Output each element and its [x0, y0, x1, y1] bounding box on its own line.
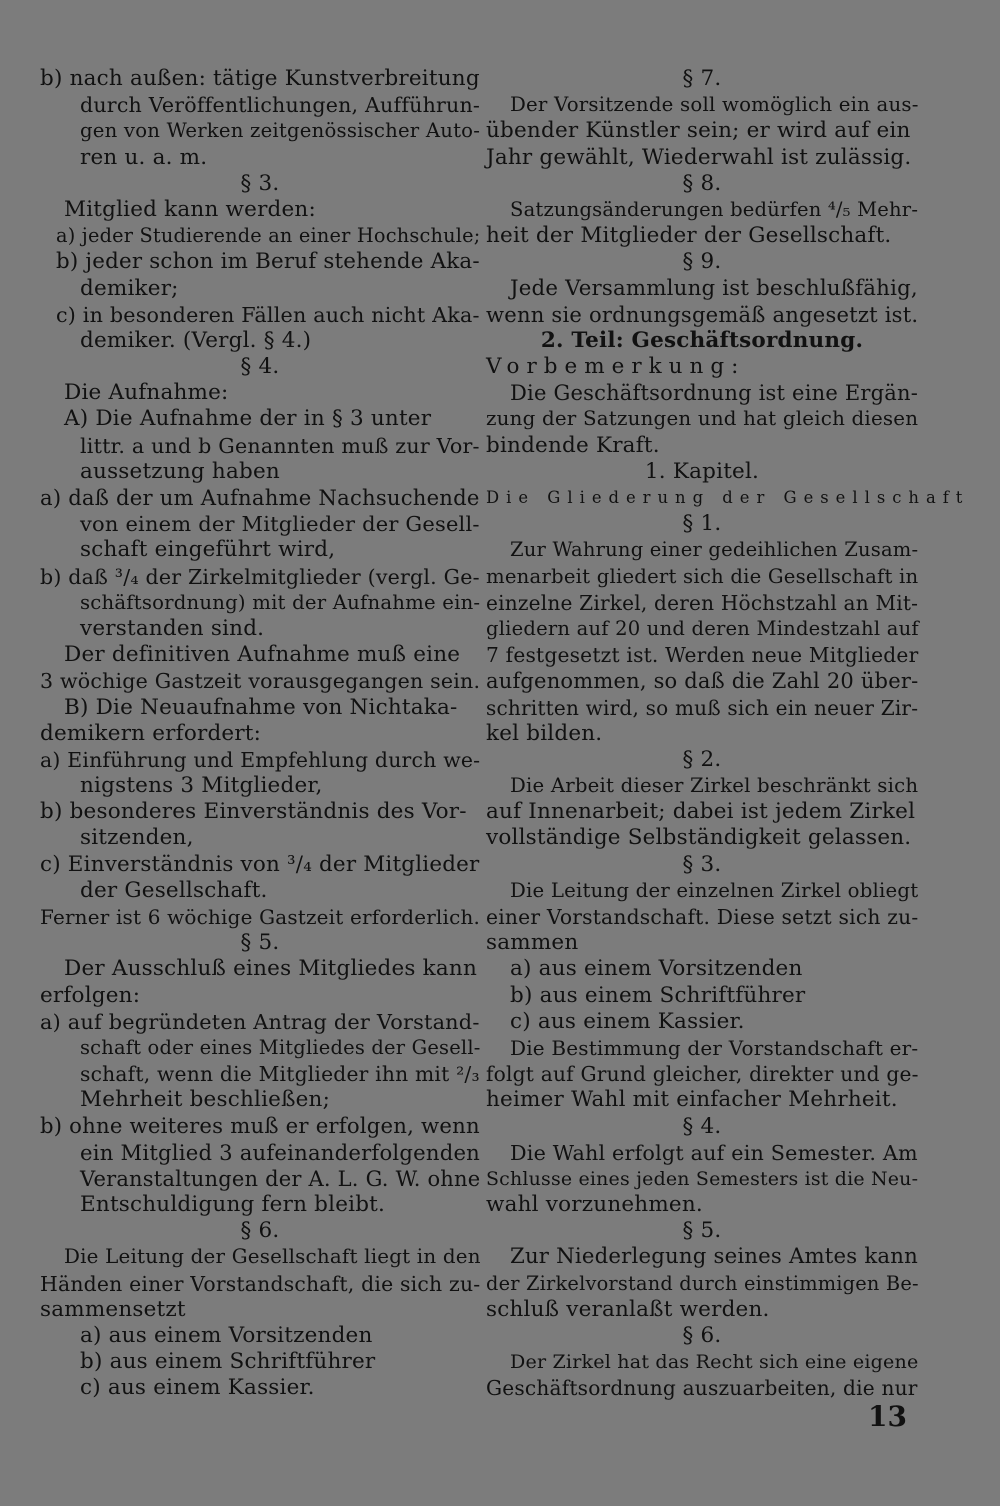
text-line: a) aus einem Vorsitzenden — [80, 1323, 373, 1348]
text-line: Mitglied kann werden: — [64, 196, 316, 222]
section-heading: § 2. — [682, 746, 722, 772]
text-line: kel bilden. — [486, 720, 603, 746]
text-line: erfolgen: — [40, 982, 141, 1008]
text-line: wenn sie ordnungsgemäß angesetzt ist. — [486, 301, 919, 327]
text-line: Der Zirkel hat das Recht sich eine eigene — [510, 1351, 919, 1374]
text-line: menarbeit gliedert sich die Gesellschaft in — [486, 564, 919, 588]
text-line: der Zirkelvorstand durch einstimmigen Be- — [486, 1271, 919, 1295]
section-heading: § 1. — [682, 511, 722, 537]
text-line: sitzenden, — [80, 825, 194, 851]
section-heading: § 8. — [682, 170, 722, 196]
section-heading: § 6. — [682, 1323, 722, 1348]
text-line: ren u. a. m. — [80, 144, 208, 170]
text-line: a) jeder Studierende an einer Hochschule; — [56, 224, 481, 248]
text-line: vollständige Selbständigkeit gelassen. — [486, 825, 912, 851]
text-line: bindende Kraft. — [486, 432, 660, 458]
text-line: Entschuldigung fern bleibt. — [80, 1192, 386, 1218]
text-line: Geschäftsordnung auszuarbeiten, die nur — [486, 1376, 918, 1401]
text-line: sammensetzt — [40, 1296, 186, 1322]
text-line: nigstens 3 Mitglieder, — [80, 773, 323, 799]
right-column — [486, 66, 970, 1402]
text-line: a) aus einem Vorsitzenden — [510, 956, 803, 982]
section-heading: § 5. — [682, 1218, 722, 1244]
text-line: Die Bestimmung der Vorstandschaft er- — [510, 1035, 919, 1060]
text-line: Veranstaltungen der A. L. G. W. ohne — [80, 1165, 481, 1191]
text-line: Die Wahl erfolgt auf ein Semester. Am — [510, 1140, 918, 1165]
text-line: b) ohne weiteres muß er erfolgen, wenn — [40, 1113, 480, 1139]
text-line: Der Ausschluß eines Mitgliedes kann — [64, 956, 478, 982]
text-line: schaft, wenn die Mitglieder ihn mit ²/₃ — [80, 1062, 480, 1087]
text-line: b) besonderes Einverständnis des Vor- — [40, 799, 467, 825]
text-line: von einem der Mitglieder der Gesell- — [80, 512, 480, 537]
text-line: littr. a und b Genannten muß zur Vor- — [80, 433, 480, 458]
text-line: Mehrheit beschließen; — [80, 1087, 331, 1113]
text-line: schaft eingeführt wird, — [80, 537, 336, 563]
text-line: Die Leitung der Gesellschaft liegt in den — [64, 1245, 481, 1269]
text-line: heimer Wahl mit einfacher Mehrheit. — [486, 1087, 898, 1113]
text-line: wahl vorzunehmen. — [486, 1192, 703, 1218]
text-line: schluß veranlaßt werden. — [486, 1296, 770, 1322]
text-line: a) daß der um Aufnahme Nachsuchende — [40, 485, 480, 510]
text-line: demiker; — [80, 275, 179, 301]
part-heading: 2. Teil: Geschäftsordnung. — [540, 327, 864, 353]
text-line: b) nach außen: tätige Kunstverbreitung — [40, 66, 480, 91]
text-line: Jede Versammlung ist beschlußfähig, — [510, 275, 918, 301]
text-line: 3 wöchige Gastzeit vorausgegangen sein. — [40, 669, 481, 694]
text-line: 7 festgesetzt ist. Werden neue Mitglieder — [486, 643, 919, 668]
text-line: Satzungsänderungen bedürfen ⁴/₅ Mehr- — [510, 197, 919, 221]
text-line: Zur Wahrung einer gedeihlichen Zusam- — [510, 538, 919, 562]
text-line: b) aus einem Schriftführer — [80, 1349, 376, 1375]
chapter-title: Die Gliederung der Gesellschaft — [486, 488, 970, 507]
text-line: einer Vorstandschaft. Diese setzt sich zu- — [486, 905, 919, 929]
text-line: einzelne Zirkel, deren Höchstzahl an Mit- — [486, 590, 919, 615]
text-line: Jahr gewählt, Wiederwahl ist zulässig. — [486, 144, 912, 170]
page-number: 13 — [868, 1400, 907, 1433]
text-line: durch Veröffentlichungen, Aufführun- — [80, 93, 481, 118]
text-line: zung der Satzungen und hat gleich diesen — [486, 407, 919, 431]
section-heading: § 6. — [240, 1218, 280, 1244]
text-line: schäftsordnung) mit der Aufnahme ein- — [80, 590, 481, 614]
section-heading: § 9. — [682, 249, 722, 275]
section-heading: § 3. — [682, 851, 722, 877]
text-line: der Gesellschaft. — [80, 877, 268, 903]
section-heading: § 4. — [240, 354, 280, 380]
section-heading: § 3. — [240, 170, 280, 196]
text-line: Der definitiven Aufnahme muß eine — [64, 642, 461, 668]
text-line: c) aus einem Kassier. — [510, 1008, 745, 1034]
section-heading: § 5. — [240, 930, 280, 956]
chapter-heading: 1. Kapitel. — [644, 458, 760, 484]
text-line: schritten wird, so muß sich ein neuer Zir- — [486, 695, 919, 720]
text-line: Die Leitung der einzelnen Zirkel obliegt — [510, 878, 919, 902]
text-line: b) jeder schon im Beruf stehende Aka- — [56, 249, 480, 275]
text-line: aussetzung haben — [80, 458, 280, 484]
text-line: Die Geschäftsordnung ist eine Ergän- — [510, 380, 919, 406]
text-line: a) auf begründeten Antrag der Vorstand- — [40, 1009, 480, 1034]
text-line: auf Innenarbeit; dabei ist jedem Zirkel — [486, 799, 916, 825]
text-line: demiker. (Vergl. § 4.) — [80, 327, 312, 353]
text-line: c) aus einem Kassier. — [80, 1375, 315, 1401]
preliminary-remark-heading: Vorbemerkung: — [486, 354, 746, 380]
text-line: Händen einer Vorstandschaft, die sich zu- — [40, 1271, 481, 1296]
text-line: Die Arbeit dieser Zirkel beschränkt sich — [510, 774, 919, 798]
text-line: A) Die Aufnahme der in § 3 unter — [64, 406, 432, 432]
section-heading: § 4. — [682, 1113, 722, 1139]
text-line: demikern erfordert: — [40, 720, 262, 746]
text-line: gliedern auf 20 und deren Mindestzahl auf — [486, 616, 919, 640]
text-line: übender Künstler sein; er wird auf ein — [486, 118, 911, 144]
text-line: a) Einführung und Empfehlung durch we- — [40, 747, 481, 772]
text-line: gen von Werken zeitgenössischer Auto- — [80, 119, 481, 143]
text-line: Die Aufnahme: — [64, 380, 229, 406]
text-line: c) in besonderen Fällen auch nicht Aka- — [56, 302, 480, 327]
text-line: verstanden sind. — [80, 615, 265, 641]
text-line: heit der Mitglieder der Gesellschaft. — [486, 223, 892, 249]
text-line: b) aus einem Schriftführer — [510, 982, 806, 1008]
text-line: b) daß ³/₄ der Zirkelmitglieder (vergl. Ge- — [40, 564, 480, 589]
text-line: folgt auf Grund gleicher, direkter und ge- — [486, 1062, 919, 1087]
text-line: Zur Niederlegung seines Amtes kann — [510, 1244, 918, 1270]
section-heading: § 7. — [682, 66, 722, 91]
text-line: schaft oder eines Mitgliedes der Gesell- — [80, 1035, 481, 1059]
text-line: ein Mitglied 3 aufeinanderfolgenden — [80, 1139, 481, 1165]
left-column — [40, 66, 480, 1402]
text-line: Der Vorsitzende soll womöglich ein aus- — [510, 93, 919, 117]
text-line: aufgenommen, so daß die Zahl 20 über- — [486, 668, 919, 694]
text-line: Ferner ist 6 wöchige Gastzeit erforderlich. — [40, 905, 481, 929]
text-line: B) Die Neuaufnahme von Nichtaka- — [64, 694, 458, 720]
text-line: c) Einverständnis von ³/₄ der Mitglieder — [40, 851, 480, 877]
text-line: sammen — [486, 930, 579, 956]
text-line: Schlusse eines jeden Semesters ist die Neu- — [486, 1167, 919, 1190]
